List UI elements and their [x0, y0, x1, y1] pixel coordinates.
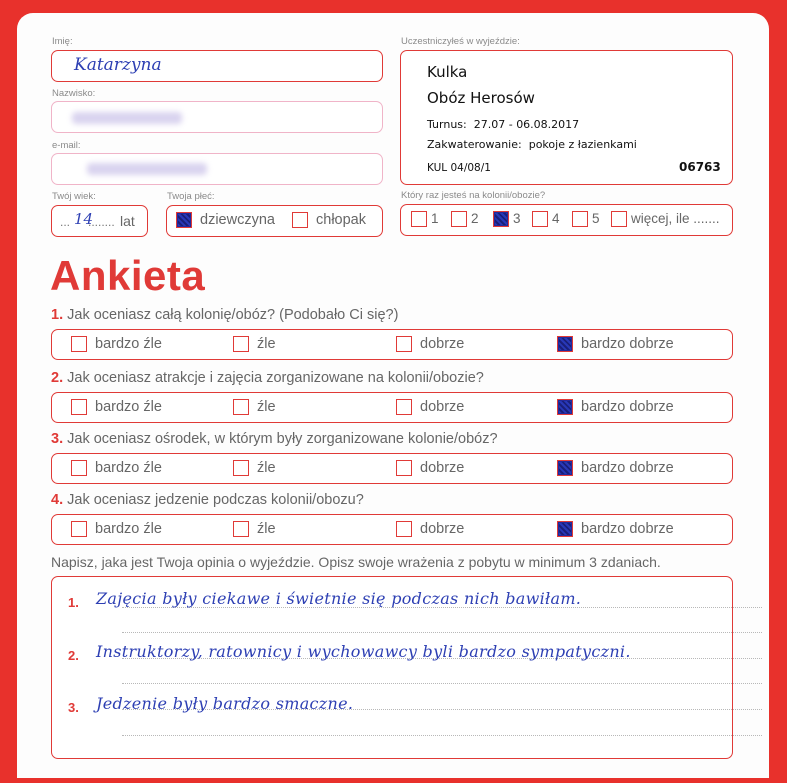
- gender-field: [166, 205, 383, 237]
- survey-title: Ankieta: [50, 252, 206, 299]
- question-4-option-4[interactable]: [557, 521, 674, 537]
- checkbox-icon[interactable]: [71, 521, 87, 537]
- checkbox-icon[interactable]: [611, 211, 627, 227]
- times-option-1[interactable]: 1: [411, 211, 439, 227]
- question-3-answers: [51, 453, 733, 484]
- checkbox-icon[interactable]: [71, 460, 87, 476]
- question-3-option-2[interactable]: [233, 460, 276, 476]
- answer-text: Zajęcia były ciekawe i świetnie się podczas nich bawiłam.: [96, 589, 582, 608]
- question-2-answers: [51, 392, 733, 423]
- times-option-3[interactable]: 3: [493, 211, 521, 227]
- trip-code: KUL 04/08/1: [427, 162, 491, 174]
- option-label: bardzo źle: [95, 399, 162, 415]
- question-1-answers: [51, 329, 733, 360]
- age-unit: lat: [120, 213, 135, 229]
- ruled-line: [122, 735, 762, 736]
- checkbox-icon[interactable]: [71, 399, 87, 415]
- option-label: dobrze: [420, 399, 465, 415]
- name-field[interactable]: [51, 50, 383, 82]
- checkbox-icon[interactable]: [396, 521, 412, 537]
- option-label: bardzo dobrze: [581, 336, 674, 352]
- times-option-5[interactable]: 5: [572, 211, 600, 227]
- trip-line2: Obóz Herosów: [427, 89, 535, 107]
- times-option-more[interactable]: więcej, ile .......: [611, 211, 720, 227]
- option-label: źle: [257, 521, 276, 537]
- email-field[interactable]: [51, 153, 383, 185]
- checkbox-icon[interactable]: [396, 399, 412, 415]
- name-value: Katarzyna: [74, 55, 162, 75]
- answer-text: Jedzenie były bardzo smaczne.: [96, 694, 354, 713]
- gender-label: Twoja płeć:: [167, 191, 215, 202]
- trip-ticket: [400, 50, 733, 185]
- times-field: [400, 204, 733, 236]
- ruled-line: [122, 632, 762, 633]
- checkbox-checked-icon[interactable]: [557, 460, 573, 476]
- checkbox-checked-icon[interactable]: [557, 399, 573, 415]
- checkbox-icon[interactable]: [233, 460, 249, 476]
- option-label: bardzo źle: [95, 336, 162, 352]
- question-2-option-4[interactable]: [557, 399, 674, 415]
- answer-number: 2.: [68, 648, 79, 663]
- email-label: e-mail:: [52, 140, 81, 151]
- checkbox-icon[interactable]: [532, 211, 548, 227]
- question-1-option-3[interactable]: [396, 336, 464, 352]
- redacted-surname: [72, 112, 182, 124]
- answer-number: 1.: [68, 595, 79, 610]
- age-value: 14: [74, 210, 94, 228]
- redacted-email: [87, 163, 207, 175]
- question-4-answers: [51, 514, 733, 545]
- question-1-option-1[interactable]: [71, 336, 162, 352]
- checkbox-checked-icon[interactable]: [493, 211, 509, 227]
- checkbox-icon[interactable]: [411, 211, 427, 227]
- ruled-line: [122, 683, 762, 684]
- question-2-text: 2. Jak oceniasz atrakcje i zajęcia zorganizowane na kolonii/obozie?: [51, 370, 484, 386]
- trip-number: 06763: [679, 160, 721, 174]
- name-label: Imię:: [52, 36, 73, 47]
- question-4-option-3[interactable]: [396, 521, 464, 537]
- checkbox-icon[interactable]: [233, 336, 249, 352]
- question-4-option-1[interactable]: [71, 521, 162, 537]
- question-2-option-2[interactable]: [233, 399, 276, 415]
- question-4-option-2[interactable]: [233, 521, 276, 537]
- checkbox-icon[interactable]: [233, 399, 249, 415]
- question-2-option-3[interactable]: [396, 399, 464, 415]
- option-label: bardzo dobrze: [581, 460, 674, 476]
- question-4-text: 4. Jak oceniasz jedzenie podczas kolonii/obozu?: [51, 492, 364, 508]
- gender-option-female[interactable]: dziewczyna: [176, 212, 275, 228]
- checkbox-icon[interactable]: [292, 212, 308, 228]
- answer-number: 3.: [68, 700, 79, 715]
- checkbox-checked-icon[interactable]: [176, 212, 192, 228]
- checkbox-icon[interactable]: [396, 460, 412, 476]
- age-label: Twój wiek:: [52, 191, 96, 202]
- question-3-text: 3. Jak oceniasz ośrodek, w którym były zorganizowane kolonie/obóz?: [51, 431, 498, 447]
- accommodation: Zakwaterowanie: pokoje z łazienkami: [427, 138, 637, 151]
- option-label: bardzo dobrze: [581, 399, 674, 415]
- age-field[interactable]: [51, 205, 148, 237]
- checkbox-icon[interactable]: [451, 211, 467, 227]
- trip-line1: Kulka: [427, 63, 468, 81]
- checkbox-icon[interactable]: [233, 521, 249, 537]
- question-1-text: 1. Jak oceniasz całą kolonię/obóz? (Podobało Ci się?): [51, 307, 399, 323]
- gender-option-male[interactable]: chłopak: [292, 212, 366, 228]
- option-label: dobrze: [420, 521, 465, 537]
- checkbox-icon[interactable]: [572, 211, 588, 227]
- option-label: dobrze: [420, 336, 465, 352]
- option-label: bardzo źle: [95, 521, 162, 537]
- checkbox-icon[interactable]: [396, 336, 412, 352]
- option-label: źle: [257, 399, 276, 415]
- trip-label: Uczestniczyłeś w wyjeździe:: [401, 36, 520, 47]
- times-option-4[interactable]: 4: [532, 211, 560, 227]
- opinion-prompt: Napisz, jaka jest Twoja opinia o wyjeździe. Opisz swoje wrażenia z pobytu w minimum 3 zdaniach.: [51, 554, 661, 570]
- checkbox-icon[interactable]: [71, 336, 87, 352]
- question-1-option-2[interactable]: [233, 336, 276, 352]
- option-label: bardzo dobrze: [581, 521, 674, 537]
- question-1-option-4[interactable]: [557, 336, 674, 352]
- surname-field[interactable]: [51, 101, 383, 133]
- age-dots-before: ...: [60, 215, 71, 229]
- surname-label: Nazwisko:: [52, 88, 96, 99]
- option-label: źle: [257, 336, 276, 352]
- question-2-option-1[interactable]: [71, 399, 162, 415]
- option-label: bardzo źle: [95, 460, 162, 476]
- question-3-option-3[interactable]: [396, 460, 464, 476]
- age-dots-after: ........: [88, 215, 115, 229]
- question-3-option-1[interactable]: [71, 460, 162, 476]
- checkbox-checked-icon[interactable]: [557, 521, 573, 537]
- times-label: Który raz jesteś na kolonii/obozie?: [401, 190, 546, 201]
- times-option-2[interactable]: 2: [451, 211, 479, 227]
- question-3-option-4[interactable]: [557, 460, 674, 476]
- turnus: Turnus: 27.07 - 06.08.2017: [427, 118, 580, 131]
- option-label: dobrze: [420, 460, 465, 476]
- answer-text: Instruktorzy, ratownicy i wychowawcy byli bardzo sympatyczni.: [96, 642, 631, 661]
- opinion-box[interactable]: [51, 576, 733, 759]
- option-label: źle: [257, 460, 276, 476]
- checkbox-checked-icon[interactable]: [557, 336, 573, 352]
